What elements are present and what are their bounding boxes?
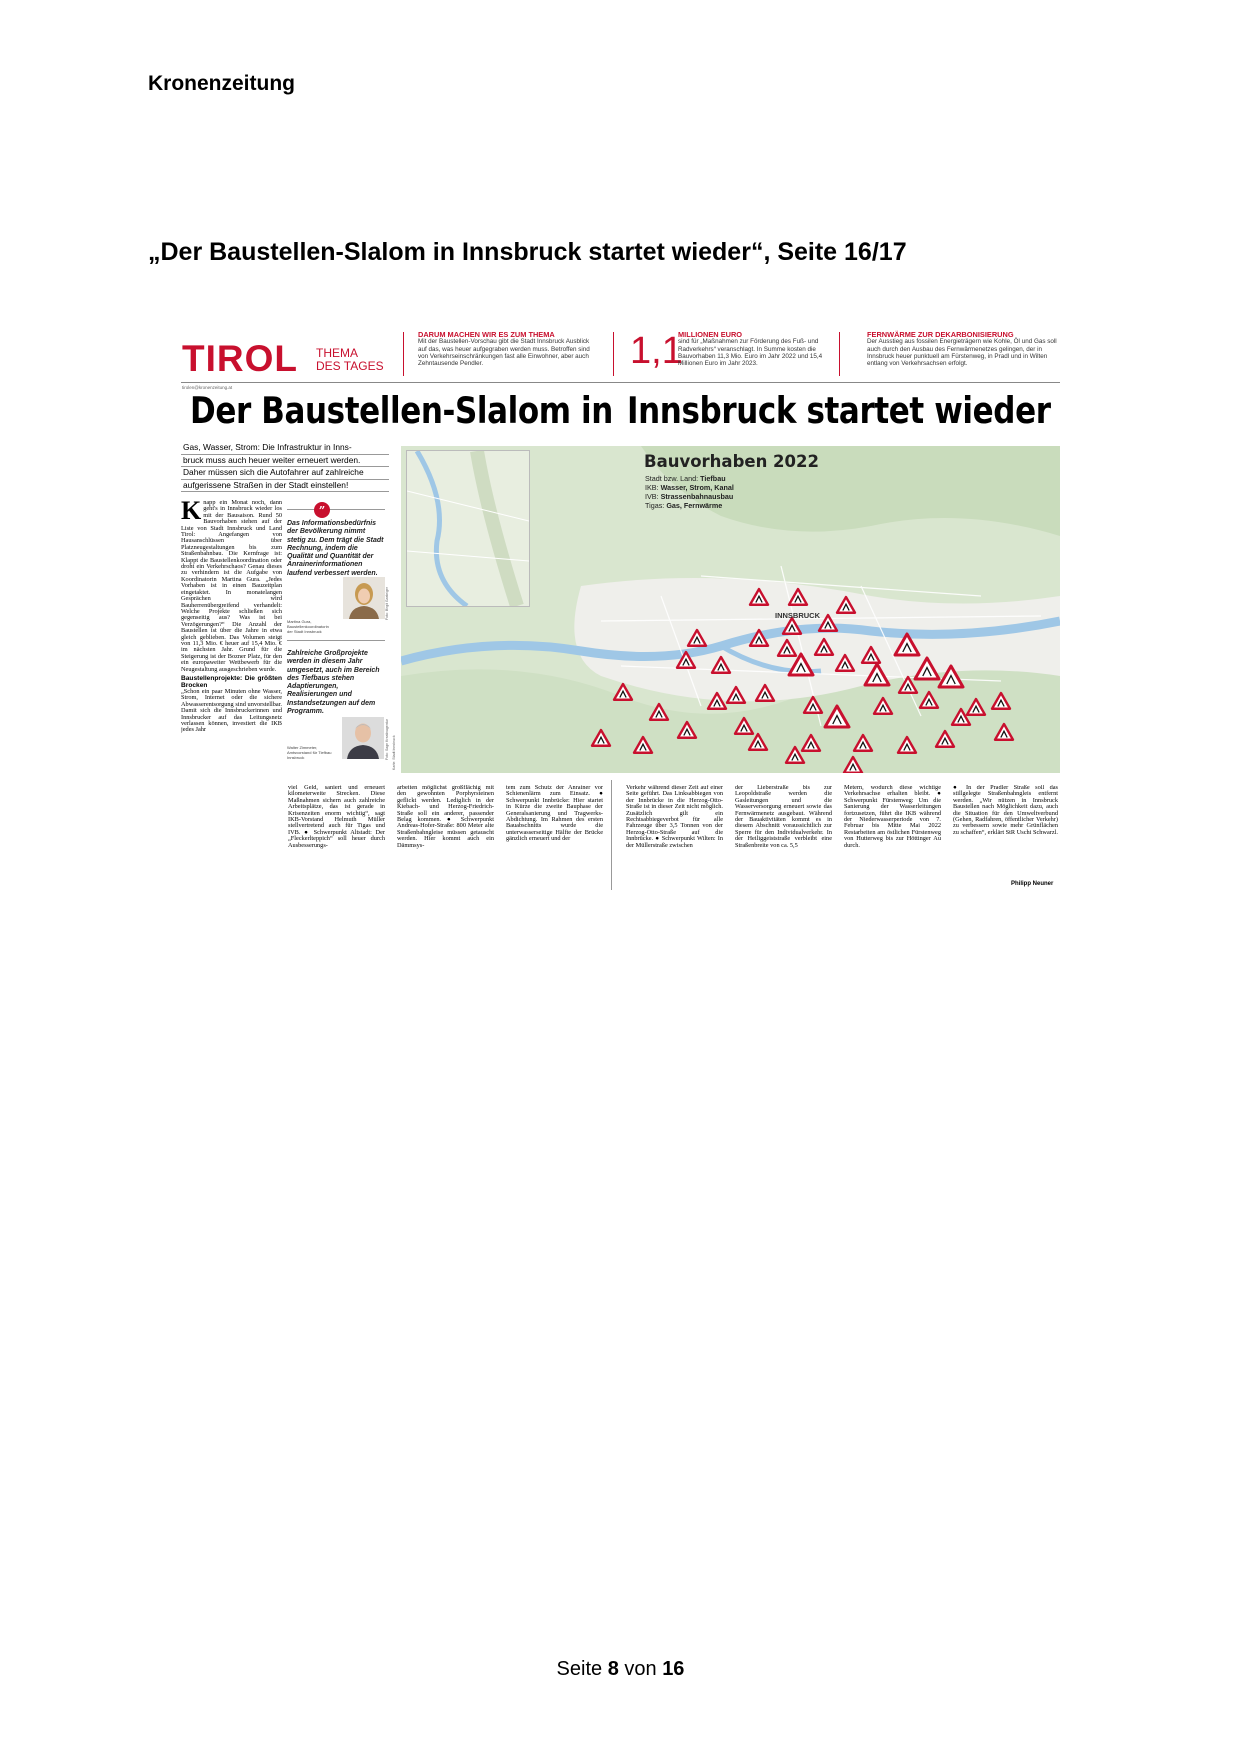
- portrait-zimmeter-illustration: [342, 717, 384, 759]
- construction-sign-icon: [967, 699, 985, 715]
- construction-sign-icon: [920, 692, 938, 708]
- quote-zimmeter: Zahlreiche Großprojekte werden in diesem Jahr umgesetzt, auch im Bereich des Tiefbaus stehen Adaptierungen, Realisierungen und Instandsetzungen auf dem Programm.: [287, 650, 380, 716]
- divider: [611, 780, 612, 890]
- drop-cap: K: [181, 500, 202, 525]
- construction-sign-icon: [865, 664, 889, 685]
- lead-line: aufgerissene Straßen in der Stadt einstellen!: [181, 480, 389, 493]
- article-column-7: Metern, wodurch diese wichtige Verkehrsachse erhalten bleibt. ● Schwerpunkt Fürstenweg: Um die Sanierung der Wasserleitungen fortzusetzen, führt die IKB während der Niederwasserperiode von 7. Februar bis Mitte Mai 2022 Restarbeiten am östlichen Fürstenweg von Hutterweg bis zur Höttinger Au durch.: [844, 785, 941, 849]
- caption-zimmeter: Walter Zimmeter, Amtsvorstand für Tiefbau Innsbruck: [287, 745, 332, 760]
- legend-value: Strassenbahnausbau: [660, 492, 734, 501]
- quote-gura: Das Informationsbedürfnis der Bevölkerung nimmt stetig zu. Dem trägt die Stadt Rechnung, indem die Qualität und Quantität der Anrainerinformationen laufend verbessert werden.: [287, 520, 384, 577]
- big-number: 1,1: [630, 330, 683, 372]
- divider: [613, 332, 614, 376]
- construction-sign-icon: [688, 630, 706, 646]
- lead-text: [181, 442, 389, 492]
- info-box-text: Der Ausstieg aus fossilen Energieträgern wie Kohle, Öl und Gas soll auch durch den Ausbau des Fernwärmenetzes gelingen, der in Innsbruck heuer punktuell am Fürstenweg, in Pradl und in Wilten entlang von Verkehrsachsen erfolgt.: [867, 338, 1057, 368]
- legend-label: IVB:: [645, 492, 661, 501]
- legend-item: [645, 483, 734, 492]
- divider: [839, 332, 840, 376]
- construction-sign-icon: [804, 697, 822, 713]
- construction-sign-icon: [939, 666, 963, 687]
- construction-sign-icon: [650, 704, 668, 720]
- construction-sign-icon: [915, 658, 939, 679]
- construction-sign-icon: [786, 747, 804, 763]
- construction-sign-icon: [862, 647, 880, 663]
- legend-value: Wasser, Strom, Kanal: [660, 483, 734, 492]
- article-column-6: der Lieberstraße bis zur Leopoldstraße werden die Gasleitungen und die Wasserversorgung erneuert sowie das Fernwärmenetz ausgebaut. Während der Bauaktivitäten kommt es in diesem Abschnitt voraussichtlich zur Sperre für den Individualverkehr. In der Heiliggeiststraße verbleibt eine Straßenbreite von ca. 5,5: [735, 785, 832, 849]
- headline-part-2: Innsbruck startet wieder: [627, 390, 1051, 433]
- legend-item: [645, 501, 734, 510]
- footer-total: 16: [662, 1658, 685, 1680]
- info-box-text: sind für „Maßnahmen zur Förderung des Fuß- und Radverkehrs“ veranschlagt. In Summe kosten die Bauvorhaben 11,3 Mio. Euro im Jahr 2022 und 15,4 Millionen Euro im Jahr 2023.: [678, 338, 823, 368]
- construction-sign-icon: [837, 597, 855, 613]
- divider: [287, 509, 385, 510]
- map-credit: Karte: Stadt Innsbruck: [392, 735, 396, 770]
- thema-line-2: DES TAGES: [316, 359, 384, 373]
- map-title: Bauvorhaben 2022: [644, 452, 819, 471]
- photo-credit: Foto: Birgit Gasteiger: [385, 586, 389, 620]
- construction-sign-icon: [952, 709, 970, 725]
- construction-sign-icon: [895, 634, 919, 655]
- lead-line: Gas, Wasser, Strom: Die Infrastruktur in Inns-: [181, 442, 389, 455]
- divider: [403, 332, 404, 376]
- construction-sign-icon: [708, 693, 726, 709]
- article-column-1: [181, 500, 282, 890]
- info-box-fernwaerme: [867, 331, 1057, 367]
- construction-sign-icon: [898, 737, 916, 753]
- masthead: [181, 330, 1060, 383]
- map-legend: [645, 474, 734, 510]
- portrait-gura: [343, 577, 385, 619]
- construction-sign-icon: [789, 654, 813, 675]
- map-city-label: INNSBRUCK: [775, 611, 820, 620]
- construction-sign-icon: [750, 589, 768, 605]
- document-title: „Der Baustellen-Slalom in Innsbruck startet wieder“, Seite 16/17: [148, 238, 907, 266]
- legend-value: Gas, Fernwärme: [666, 501, 723, 510]
- article-column-8: ● In der Pradler Straße soll das stillgelegte Straßenbahngleis entfernt werden. „Wir nützen in Innsbruck Baustellen nach Möglichkeit dazu, auch die Situation für den Umweltverbund (Gehen, Radfahren, öffentlicher Verkehr) zu verbessern sowie mehr Grünflächen zu schaffen“, erklärt StR Uschi Schwarzl.: [953, 785, 1058, 836]
- construction-sign-icon: [995, 724, 1013, 740]
- legend-value: Tiefbau: [700, 474, 726, 483]
- construction-sign-icon: [836, 655, 854, 671]
- construction-sign-icon: [854, 735, 872, 751]
- lead-line: bruck muss auch heuer weiter erneuert werden.: [181, 455, 389, 468]
- caption-gura: Martina Gura, Baustellenkoordinatorin der Stadt Innsbruck: [287, 619, 329, 634]
- construction-sign-icon: [735, 718, 753, 734]
- legend-label: Stadt bzw. Land:: [645, 474, 701, 483]
- thema-des-tages: [316, 347, 384, 373]
- construction-sign-icon: [819, 615, 837, 631]
- footer-prefix: Seite: [556, 1658, 608, 1680]
- footer-middle: von: [618, 1658, 663, 1680]
- quote-mark-icon: ”: [314, 502, 330, 518]
- info-box-text: Mit der Baustellen-Vorschau gibt die Stadt Innsbruck Ausblick auf das, was heuer aufgegraben werden muss. Betroffen sind von Verkehrseinschränkungen fast alle Einwohner, aber auch Zehntausende Pendler.: [418, 338, 590, 368]
- article-text: „Schon ein paar Minuten ohne Wasser, Strom, Internet oder die sichere Abwasserentsorgung sind unvorstellbar. Damit sich die Innsbruckerinnen und Innsbrucker auf das Leitungsnetz verlassen können, investiert die IKB jedes Jahr: [181, 687, 282, 734]
- construction-sign-icon: [749, 734, 767, 750]
- photo-credit: Foto: Sage Kreativagentur: [385, 719, 389, 760]
- construction-sign-icon: [592, 730, 610, 746]
- construction-sign-icon: [844, 757, 862, 773]
- article-column-4: tem zum Schutz der Anrainer vor Schienenlärm zum Einsatz. ● Schwerpunkt Innbrücke: Hier startet in Kürze die zweite Bauphase der Generalsanierung und Tragwerks-Abdichtung. Im Rahmen des ersten Bauabschnitts wurde die unterwasserseitige Hälfte der Brücke gänzlich erneuert und der: [506, 785, 603, 843]
- portrait-gura-illustration: [343, 577, 385, 619]
- legend-item: [645, 492, 734, 501]
- construction-sign-icon: [778, 640, 796, 656]
- legend-label: IKB:: [645, 483, 661, 492]
- construction-sign-icon: [789, 589, 807, 605]
- section-logo: TIROL: [182, 338, 298, 379]
- document-source: Kronenzeitung: [148, 72, 295, 95]
- article-column-3: arbeiten möglichst großflächig mit den gewohnten Porphyrsteinen geflickt werden. Lediglich in der Kiebach- und Herzog-Friedrich-Straße soll ein anderer, passender Belag kommen. ● Schwerpunkt Andreas-Hofer-Straße: 800 Meter alte Straßenbahngleise müssen getauscht werden. Hier kommt auch ein Dämmsys-: [397, 785, 494, 849]
- legend-label: Tigas:: [645, 501, 667, 510]
- author-signature: Philipp Neuner: [1011, 881, 1054, 887]
- construction-sign-icon: [815, 639, 833, 655]
- contact-email: tirolen@kronenzeitung.at: [182, 385, 233, 390]
- construction-sign-icon: [677, 652, 695, 668]
- construction-sign-icon: [936, 731, 954, 747]
- article-column-5: Verkehr während dieser Zeit auf einer Seite geführt. Das Linksabbiegen von der Innbrücke in die Herzog-Otto-Straße ist in dieser Zeit nicht möglich. Zusätzlich gilt ein Rechtsabbiegeverbot für alle Fahrzeuge über 3,5 Tonnen von der Herzog-Otto-Straße auf die Innbrücke. ● Schwerpunkt Wilten: In der Müllerstraße zwischen: [626, 785, 723, 849]
- newspaper-clipping: [181, 330, 1060, 890]
- construction-sign-icon: [678, 722, 696, 738]
- page-footer: [0, 1658, 1241, 1681]
- construction-sign-icon: [992, 693, 1010, 709]
- construction-sign-icon: [750, 630, 768, 646]
- construction-sign-icon: [802, 735, 820, 751]
- construction-sign-icon: [614, 684, 632, 700]
- footer-page: 8: [607, 1658, 619, 1680]
- info-box-heading: MILLIONEN EURO: [678, 330, 743, 339]
- info-box-heading: FERNWÄRME ZUR DEKARBONISIERUNG: [867, 330, 1014, 339]
- construction-sign-icon: [825, 706, 849, 727]
- inset-map: [406, 450, 530, 607]
- info-box-heading: DARUM MACHEN WIR ES ZUM THEMA: [418, 330, 555, 339]
- article-subhead: Baustellenprojekte: Die größten Brocken: [181, 674, 282, 689]
- construction-sign-icon: [783, 618, 801, 634]
- lead-line: Daher müssen sich die Autofahrer auf zahlreiche: [181, 467, 389, 480]
- construction-sign-icon: [874, 698, 892, 714]
- construction-sign-icon: [634, 737, 652, 753]
- construction-sign-icon: [756, 685, 774, 701]
- article-column-2: viel Geld, saniert und erneuert kilometerweite Strecken. Diese Maßnahmen sichern auch zahlreiche Arbeitsplätze, das ist gerade in Krisenzeiten enorm wichtig“, sagt IKB-Vorstand Helmuth Müller stellvertretend auch für Tigas und IVB. ● Schwerpunkt Altstadt: Der „Fleckerlteppich“ soll heuer durch Ausbesserungs-: [288, 785, 385, 849]
- divider: [287, 640, 385, 641]
- headline-part-1: Der Baustellen-Slalom in: [190, 390, 613, 433]
- portrait-zimmeter: [342, 717, 384, 759]
- info-box-millionen: [678, 331, 828, 367]
- construction-sign-icon: [727, 687, 745, 703]
- legend-item: [645, 474, 734, 483]
- info-box-thema: [418, 331, 598, 367]
- article-text: napp ein Monat noch, dann geht's in Innsbruck wieder los mit der Bausaison. Rund 50 Bauvorhaben stehen auf der Liste von Stadt Innsbruck und Land Tirol: Angefangen von Hausanschlüssen über Platzneugestaltungen bis zum Straßenbahnbau. Die Kernfrage ist: Klappt die Baustellenkoordination oder droht ein Verkehrschaos? Genau dieses zu verhindern ist die Aufgabe von Koordinatorin Martina Gura. „Jedes Vorhaben ist in einen Bauzeitplan eingetaktet. In monatelangen Gesprächen wird Bauherrenübergreifend verhandelt: Welche Projekte schließen sich gegenseitig aus? Was ist bei Verzögerungen?“ Die Anzahl der Baustellen ist über die Jahre in etwa gleich geblieben. Das Volumen steigt von 11,3 Mio. € heuer auf 15,4 Mio. € im nächsten Jahr. Grund für die Steigerung ist der Bozner Platz, für den ein europaweiter Wettbewerb für die Neugestaltung ausgeschrieben wurde.: [181, 500, 282, 673]
- thema-line-1: THEMA: [316, 346, 358, 360]
- inset-map-illustration: [407, 451, 529, 606]
- construction-sign-icon: [712, 657, 730, 673]
